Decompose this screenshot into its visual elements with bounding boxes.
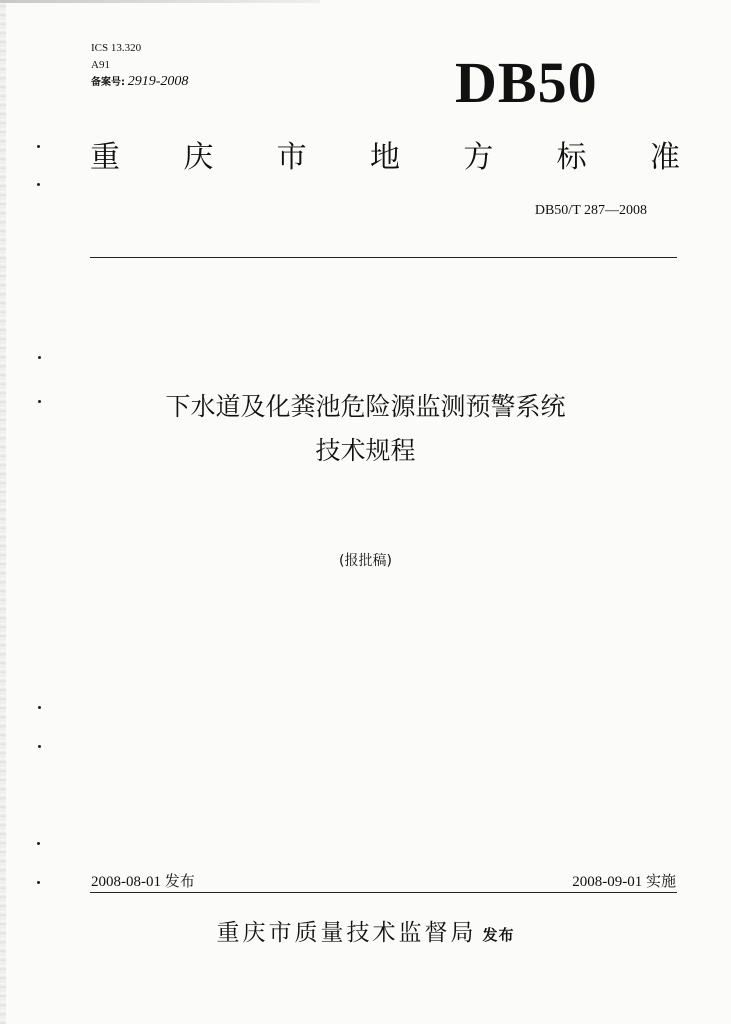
classification-code: A91 (91, 59, 110, 71)
standard-type-char: 准 (649, 140, 680, 175)
scan-dot (38, 745, 41, 748)
standard-type-char: 重 (90, 140, 120, 175)
filing-value: 2919-2008 (127, 74, 189, 89)
filing-label: 备案号: (91, 77, 125, 88)
top-divider (90, 257, 677, 258)
publish-date: 2008-08-01 发布 (91, 874, 195, 890)
standard-type-char: 标 (556, 140, 587, 175)
bottom-divider (90, 892, 677, 893)
scan-dot (37, 842, 40, 845)
scan-edge-top (0, 0, 320, 3)
implementation-date: 2008-09-01 实施 (572, 874, 676, 890)
issuer-suffix: 发布 (482, 926, 515, 944)
scan-dot (38, 706, 41, 709)
scan-dot (38, 356, 41, 359)
scan-dot (37, 881, 40, 884)
standard-type-char: 地 (369, 140, 400, 175)
issuing-authority (0, 914, 731, 947)
standard-type-char: 市 (276, 140, 307, 175)
standard-number: DB50/T 287—2008 (534, 203, 647, 218)
filing-number (91, 75, 188, 90)
ics-code: ICS 13.320 (91, 42, 142, 54)
scan-dot (37, 183, 40, 186)
standard-type-char: 方 (463, 140, 494, 175)
issuer-name: 重庆市质量技术监督局 (216, 920, 477, 946)
document-title-line1: 下水道及化粪池危险源监测预警系统 (165, 392, 566, 421)
document-title-line2: 技术规程 (315, 436, 416, 465)
standard-logo: DB50 (455, 50, 598, 115)
standard-type-char: 庆 (183, 140, 214, 175)
scan-edge-left (0, 0, 6, 1024)
draft-status: (报批稿) (339, 553, 392, 569)
standard-type (90, 138, 680, 178)
scan-dot (37, 145, 40, 148)
